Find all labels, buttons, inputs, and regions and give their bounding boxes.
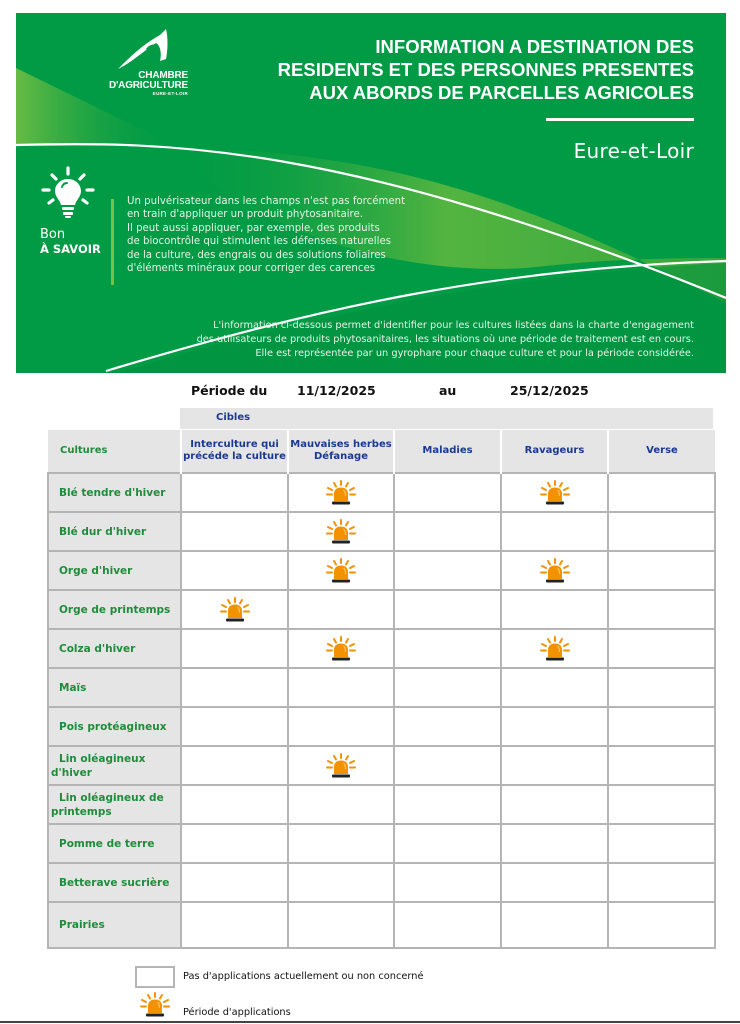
crop-name: Prairies bbox=[48, 902, 181, 948]
info-line: L'information ci-dessous permet d'identifier pour les cultures listées dans la charte d'engagement bbox=[213, 320, 694, 331]
application-cell bbox=[501, 473, 608, 512]
column-header-interculture: Interculture qui précéde la culture bbox=[181, 430, 288, 473]
legend-beacon-icon bbox=[138, 992, 172, 1018]
a-savoir-label: À SAVOIR bbox=[40, 242, 101, 256]
application-cell bbox=[288, 824, 394, 863]
legend-empty-swatch bbox=[135, 966, 175, 988]
application-cell bbox=[394, 473, 501, 512]
application-cell bbox=[394, 902, 501, 948]
logo-line-2: D'AGRICULTURE bbox=[108, 80, 188, 91]
application-cell bbox=[608, 668, 715, 707]
column-header-mauvaises-herbes: Mauvaises herbes Défanage bbox=[288, 430, 394, 473]
application-cell bbox=[501, 863, 608, 902]
application-cell bbox=[501, 902, 608, 948]
application-cell bbox=[181, 668, 288, 707]
page-bottom-rule bbox=[0, 1021, 740, 1023]
crop-name: Colza d'hiver bbox=[48, 629, 181, 668]
table-header-row bbox=[48, 430, 715, 473]
crop-name: Pois protéagineux bbox=[48, 707, 181, 746]
application-cell bbox=[608, 629, 715, 668]
column-header-verse: Verse bbox=[608, 430, 715, 473]
application-cell bbox=[181, 629, 288, 668]
tip-line: en train d'appliquer un produit phytosanitaire. bbox=[127, 209, 363, 221]
beacon-icon bbox=[324, 519, 358, 545]
application-cell bbox=[608, 590, 715, 629]
bon-a-savoir-label bbox=[40, 227, 101, 257]
application-cell bbox=[181, 902, 288, 948]
application-cell bbox=[501, 785, 608, 824]
lightbulb-icon bbox=[40, 165, 96, 221]
beacon-icon bbox=[324, 558, 358, 584]
table-row bbox=[48, 785, 715, 824]
cibles-label: Cibles bbox=[216, 412, 251, 423]
applications-table bbox=[47, 430, 716, 949]
period-from-label: Période du bbox=[191, 383, 268, 398]
period-to-date: 25/12/2025 bbox=[510, 383, 589, 398]
application-cell bbox=[181, 746, 288, 785]
application-cell bbox=[394, 707, 501, 746]
table-row bbox=[48, 902, 715, 948]
application-cell bbox=[501, 668, 608, 707]
bon-label: Bon bbox=[40, 227, 66, 242]
department-name: Eure-et-Loir bbox=[573, 139, 694, 163]
application-cell bbox=[288, 473, 394, 512]
application-cell bbox=[288, 707, 394, 746]
application-cell bbox=[288, 902, 394, 948]
logo-mark-icon bbox=[116, 27, 174, 71]
application-cell bbox=[501, 707, 608, 746]
application-cell bbox=[608, 785, 715, 824]
application-cell bbox=[608, 902, 715, 948]
crop-name: Blé dur d'hiver bbox=[48, 512, 181, 551]
application-cell bbox=[288, 629, 394, 668]
beacon-icon bbox=[324, 480, 358, 506]
application-cell bbox=[501, 824, 608, 863]
beacon-icon bbox=[538, 558, 572, 584]
table-row bbox=[48, 629, 715, 668]
crop-name: Maïs bbox=[48, 668, 181, 707]
beacon-icon bbox=[324, 636, 358, 662]
application-cell bbox=[394, 551, 501, 590]
application-cell bbox=[288, 512, 394, 551]
title-line: INFORMATION A DESTINATION DES bbox=[375, 36, 694, 57]
application-cell bbox=[394, 746, 501, 785]
tip-line: de la culture, des engrais ou des solutions foliaires bbox=[127, 249, 386, 261]
application-cell bbox=[288, 746, 394, 785]
application-cell bbox=[394, 824, 501, 863]
application-cell bbox=[608, 746, 715, 785]
period-to-label: au bbox=[439, 383, 457, 398]
application-cell bbox=[394, 590, 501, 629]
crop-name: Lin oléagineux de printemps bbox=[48, 785, 181, 824]
application-cell bbox=[181, 551, 288, 590]
table-row bbox=[48, 824, 715, 863]
table-row bbox=[48, 746, 715, 785]
application-cell bbox=[181, 824, 288, 863]
application-cell bbox=[608, 551, 715, 590]
table-row bbox=[48, 551, 715, 590]
info-line: Elle est représentée par un gyrophare pour chaque culture et pour la période considérée. bbox=[255, 348, 694, 359]
chambre-agriculture-logo bbox=[98, 27, 188, 99]
application-cell bbox=[501, 746, 608, 785]
beacon-icon bbox=[538, 636, 572, 662]
tip-line: Un pulvérisateur dans les champs n'est pas forcément bbox=[127, 196, 406, 207]
application-cell bbox=[501, 629, 608, 668]
application-cell bbox=[181, 707, 288, 746]
title-line: AUX ABORDS DE PARCELLES AGRICOLES bbox=[309, 82, 694, 103]
application-cell bbox=[608, 512, 715, 551]
tip-accent-bar bbox=[111, 199, 114, 285]
column-header-ravageurs: Ravageurs bbox=[501, 430, 608, 473]
info-line: des utilisateurs de produits phytosanitaires, les situations où une période de traitement est en cours. bbox=[196, 334, 694, 345]
table-row bbox=[48, 473, 715, 512]
application-cell bbox=[181, 512, 288, 551]
application-cell bbox=[288, 668, 394, 707]
application-cell bbox=[608, 824, 715, 863]
page-title bbox=[224, 35, 694, 104]
application-cell bbox=[181, 863, 288, 902]
crop-name: Orge d'hiver bbox=[48, 551, 181, 590]
bon-a-savoir-text bbox=[127, 195, 457, 275]
crop-name: Betterave sucrière bbox=[48, 863, 181, 902]
application-cell bbox=[501, 512, 608, 551]
beacon-icon bbox=[218, 597, 252, 623]
application-cell bbox=[288, 590, 394, 629]
info-paragraph bbox=[94, 319, 694, 361]
column-header-cultures: Cultures bbox=[48, 430, 181, 473]
title-line: RESIDENTS ET DES PERSONNES PRESENTES bbox=[277, 59, 694, 80]
application-cell bbox=[608, 473, 715, 512]
crop-name: Pomme de terre bbox=[48, 824, 181, 863]
application-cell bbox=[288, 551, 394, 590]
column-header-maladies: Maladies bbox=[394, 430, 501, 473]
table-row bbox=[48, 707, 715, 746]
application-cell bbox=[394, 785, 501, 824]
crop-name: Blé tendre d'hiver bbox=[48, 473, 181, 512]
tip-line: d'éléments minéraux pour corriger des carences bbox=[127, 263, 376, 275]
legend-empty-label: Pas d'applications actuellement ou non concerné bbox=[183, 971, 424, 982]
beacon-icon bbox=[324, 753, 358, 779]
application-cell bbox=[501, 551, 608, 590]
logo-line-1: CHAMBRE bbox=[138, 70, 188, 81]
application-cell bbox=[501, 590, 608, 629]
legend-beacon-label: Période d'applications bbox=[183, 1007, 291, 1018]
application-cell bbox=[181, 785, 288, 824]
application-cell bbox=[394, 512, 501, 551]
application-cell bbox=[394, 863, 501, 902]
application-cell bbox=[181, 590, 288, 629]
cibles-group-header bbox=[180, 408, 713, 429]
period-from-date: 11/12/2025 bbox=[297, 383, 376, 398]
crop-name: Orge de printemps bbox=[48, 590, 181, 629]
application-cell bbox=[394, 668, 501, 707]
application-cell bbox=[288, 785, 394, 824]
header-banner bbox=[16, 13, 726, 373]
application-cell bbox=[394, 629, 501, 668]
tip-line: de biocontrôle qui stimulent les défenses naturelles bbox=[127, 236, 392, 248]
logo-line-3: EURE-ET-LOIR bbox=[152, 91, 188, 96]
table-row bbox=[48, 863, 715, 902]
application-cell bbox=[608, 707, 715, 746]
beacon-icon bbox=[538, 480, 572, 506]
table-row bbox=[48, 512, 715, 551]
application-cell bbox=[288, 863, 394, 902]
tip-line: Il peut aussi appliquer, par exemple, des produits bbox=[127, 222, 380, 234]
application-cell bbox=[181, 473, 288, 512]
table-row bbox=[48, 668, 715, 707]
application-cell bbox=[608, 863, 715, 902]
crop-name: Lin oléagineux d'hiver bbox=[48, 746, 181, 785]
title-divider bbox=[546, 118, 694, 121]
table-row bbox=[48, 590, 715, 629]
